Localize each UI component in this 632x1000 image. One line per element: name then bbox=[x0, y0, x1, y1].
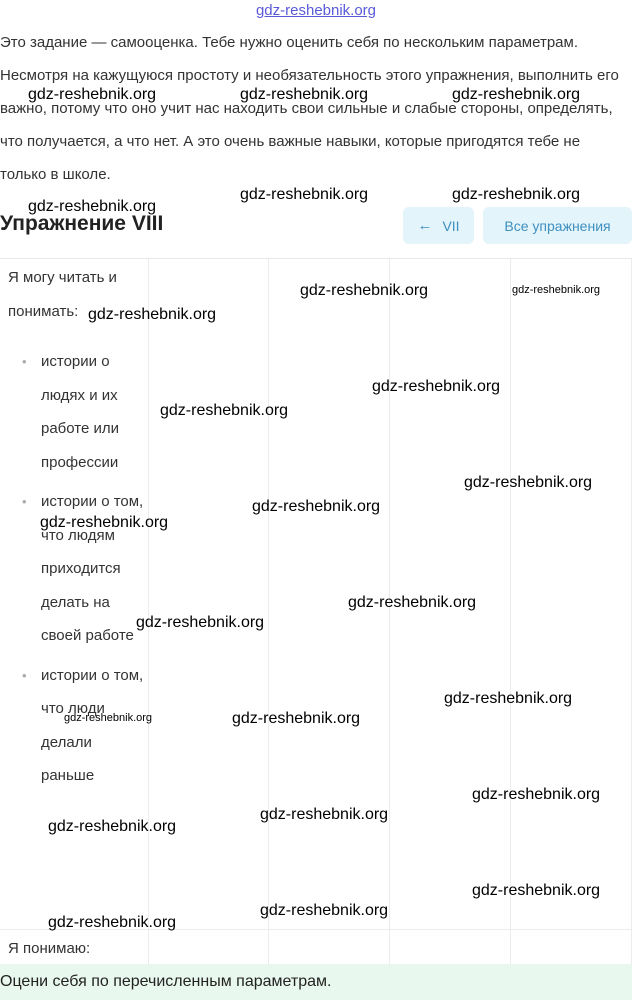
watermark: gdz-reshebnik.org bbox=[240, 86, 369, 103]
list-item: • истории о том, что люди делали раньше bbox=[22, 659, 144, 793]
watermark: gdz-reshebnik.org bbox=[372, 378, 501, 395]
list-item: • истории о том, что людям приходится делать на своей работе bbox=[22, 485, 144, 653]
watermark: gdz-reshebnik.org bbox=[136, 614, 265, 631]
arrow-left-icon: ← bbox=[417, 217, 433, 234]
watermark: gdz-reshebnik.org bbox=[348, 594, 477, 611]
watermark: gdz-reshebnik.org bbox=[444, 690, 573, 707]
prev-exercise-button[interactable] bbox=[403, 207, 474, 244]
watermark: gdz-reshebnik.org bbox=[160, 402, 289, 419]
watermark: gdz-reshebnik.org bbox=[48, 914, 177, 931]
instruction-bar: Оцени себя по перечисленным параметрам. bbox=[0, 964, 632, 1000]
watermark: gdz-reshebnik.org bbox=[464, 474, 593, 491]
watermark: gdz-reshebnik.org bbox=[300, 282, 429, 299]
table-column-divider bbox=[268, 259, 269, 964]
site-link[interactable]: gdz-reshebnik.org bbox=[255, 2, 377, 19]
watermark: gdz-reshebnik.org bbox=[88, 306, 217, 323]
watermark: gdz-reshebnik.org bbox=[472, 882, 601, 899]
watermark: gdz-reshebnik.org bbox=[252, 498, 381, 515]
skills-list bbox=[22, 345, 144, 799]
list-item: • истории о людях и их работе или профессии bbox=[22, 345, 144, 479]
exercise-title: Упражнение VIII bbox=[0, 212, 164, 235]
watermark: gdz-reshebnik.org bbox=[28, 198, 157, 215]
watermark: gdz-reshebnik.org bbox=[48, 818, 177, 835]
table-column-divider bbox=[148, 259, 149, 964]
watermark: gdz-reshebnik.org bbox=[260, 806, 389, 823]
watermark: gdz-reshebnik.org bbox=[28, 86, 157, 103]
watermark: gdz-reshebnik.org bbox=[512, 284, 601, 296]
intro-paragraph: Это задание — самооценка. Тебе нужно оценить себя по нескольким параметрам. Несмотря на кажущуюся простоту и необязательность этого упражнения, выполнить его важно, потому что оно учит нас находить свои сильные и слабые стороны, определять, что получается, а что нет. А это очень важные навыки, которые пригодятся тебе не только в школе. bbox=[0, 34, 619, 183]
watermark: gdz-reshebnik.org bbox=[260, 902, 389, 919]
all-exercises-button[interactable] bbox=[483, 207, 632, 244]
self-assessment-table bbox=[0, 258, 632, 964]
row2-label: Я понимаю: bbox=[8, 940, 91, 957]
watermark: gdz-reshebnik.org bbox=[40, 514, 169, 531]
watermark: gdz-reshebnik.org bbox=[472, 786, 601, 803]
watermark: gdz-reshebnik.org bbox=[232, 710, 361, 727]
row1-label: Я могу читать и понимать: bbox=[8, 269, 117, 320]
watermark: gdz-reshebnik.org bbox=[240, 186, 369, 203]
table-column-divider bbox=[510, 259, 511, 964]
watermark: gdz-reshebnik.org bbox=[452, 86, 581, 103]
all-exercises-label: Все упражнения bbox=[504, 217, 611, 234]
watermark: gdz-reshebnik.org bbox=[452, 186, 581, 203]
prev-exercise-label: VII bbox=[442, 217, 460, 234]
watermark: gdz-reshebnik.org bbox=[64, 712, 153, 724]
